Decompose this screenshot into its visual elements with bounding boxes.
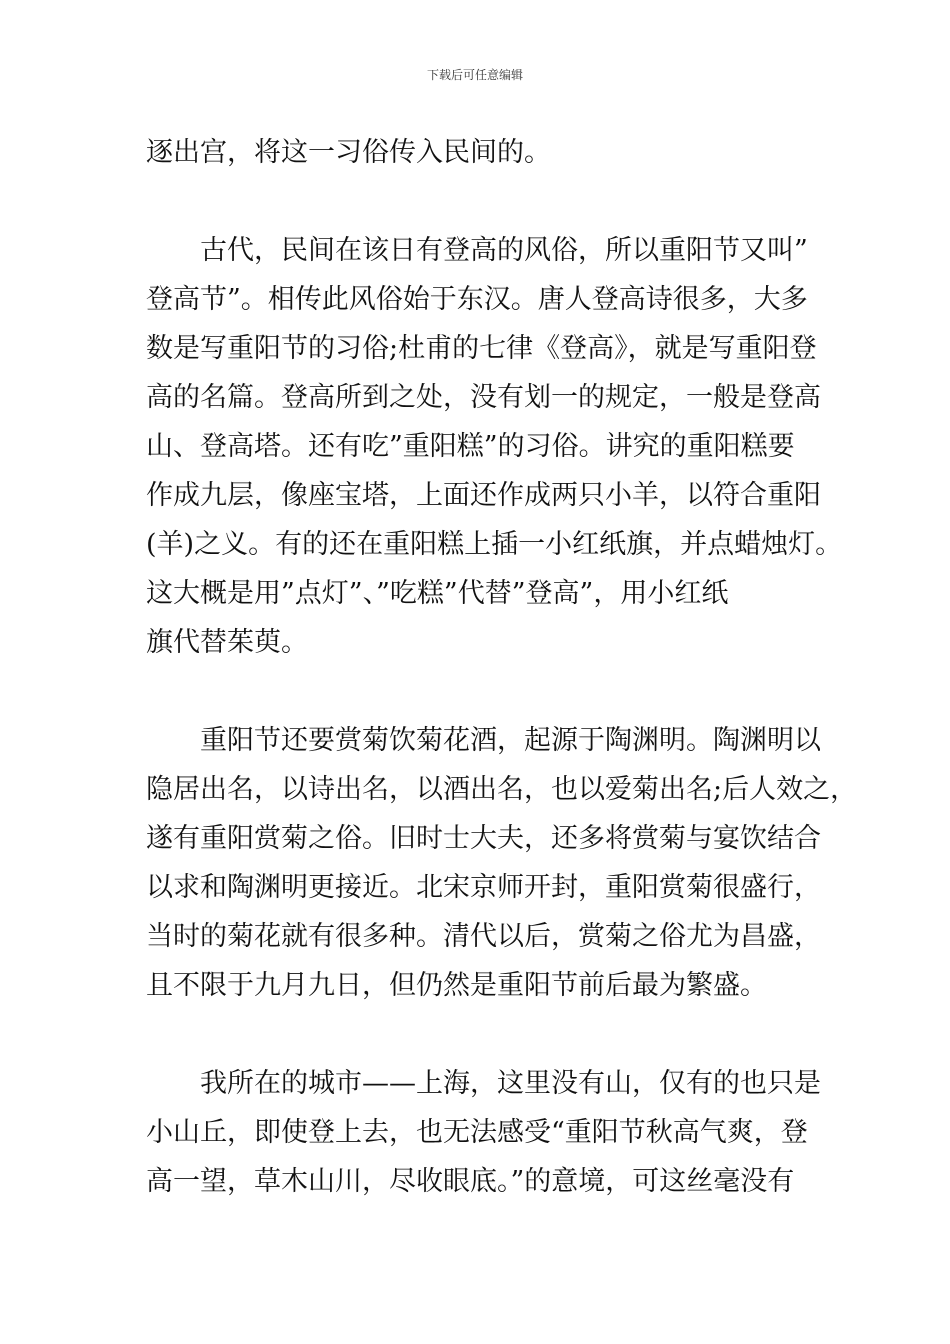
text-line: 我所在的城市——上海，这里没有山，仅有的也只是 (200, 1068, 821, 1099)
text-line: 重阳节还要赏菊饮菊花酒，起源于陶渊明。陶渊明以 (200, 725, 821, 756)
text-line: 古代，民间在该日有登高的风俗，所以重阳节又叫” (200, 235, 808, 266)
text-line: 作成九层，像座宝塔，上面还作成两只小羊，以符合重阳 (146, 480, 821, 511)
paragraph-2 (146, 226, 843, 667)
text-line: 高一望，草木山川，尽收眼底。”的意境，可这丝毫没有 (146, 1166, 795, 1197)
paragraph-gap (146, 1010, 826, 1059)
text-line: 这大概是用”点灯”、”吃糕”代替”登高”，用小红纸 (146, 578, 729, 609)
text-line: 以求和陶渊明更接近。北宋京师开封，重阳赏菊很盛行， (146, 872, 821, 903)
document-body (146, 128, 858, 1206)
text-line: 小山丘，即使登上去，也无法感受“重阳节秋高气爽，登 (146, 1117, 808, 1148)
text-line: 逐出宫，将这一习俗传入民间的。 (146, 137, 551, 168)
paragraph-4 (146, 1059, 826, 1206)
paragraph-gap (146, 667, 826, 716)
text-line: 登高节”。相传此风俗始于东汉。唐人登高诗很多，大多 (146, 284, 808, 315)
text-line: 山、登高塔。还有吃”重阳糕”的习俗。讲究的重阳糕要 (146, 431, 795, 462)
paragraph-1 (146, 128, 826, 177)
text-line: 遂有重阳赏菊之俗。旧时士大夫，还多将赏菊与宴饮结合 (146, 823, 821, 854)
text-line: 高的名篇。登高所到之处，没有划一的规定，一般是登高 (146, 382, 821, 413)
text-line: (羊)之义。有的还在重阳糕上插一小红纸旗，并点蜡烛灯。 (146, 529, 843, 560)
paragraph-gap (146, 177, 826, 226)
text-line: 旗代替茱萸。 (146, 627, 308, 658)
text-line: 当时的菊花就有很多种。清代以后，赏菊之俗尤为昌盛， (146, 921, 821, 952)
text-line: 隐居出名，以诗出名，以酒出名，也以爱菊出名;后人效之， (146, 774, 858, 805)
text-line: 且不限于九月九日，但仍然是重阳节前后最为繁盛。 (146, 970, 767, 1001)
paragraph-3 (146, 716, 858, 1010)
page-header: 下载后可任意编辑 (426, 68, 523, 82)
text-line: 数是写重阳节的习俗;杜甫的七律《登高》，就是写重阳登 (146, 333, 817, 364)
